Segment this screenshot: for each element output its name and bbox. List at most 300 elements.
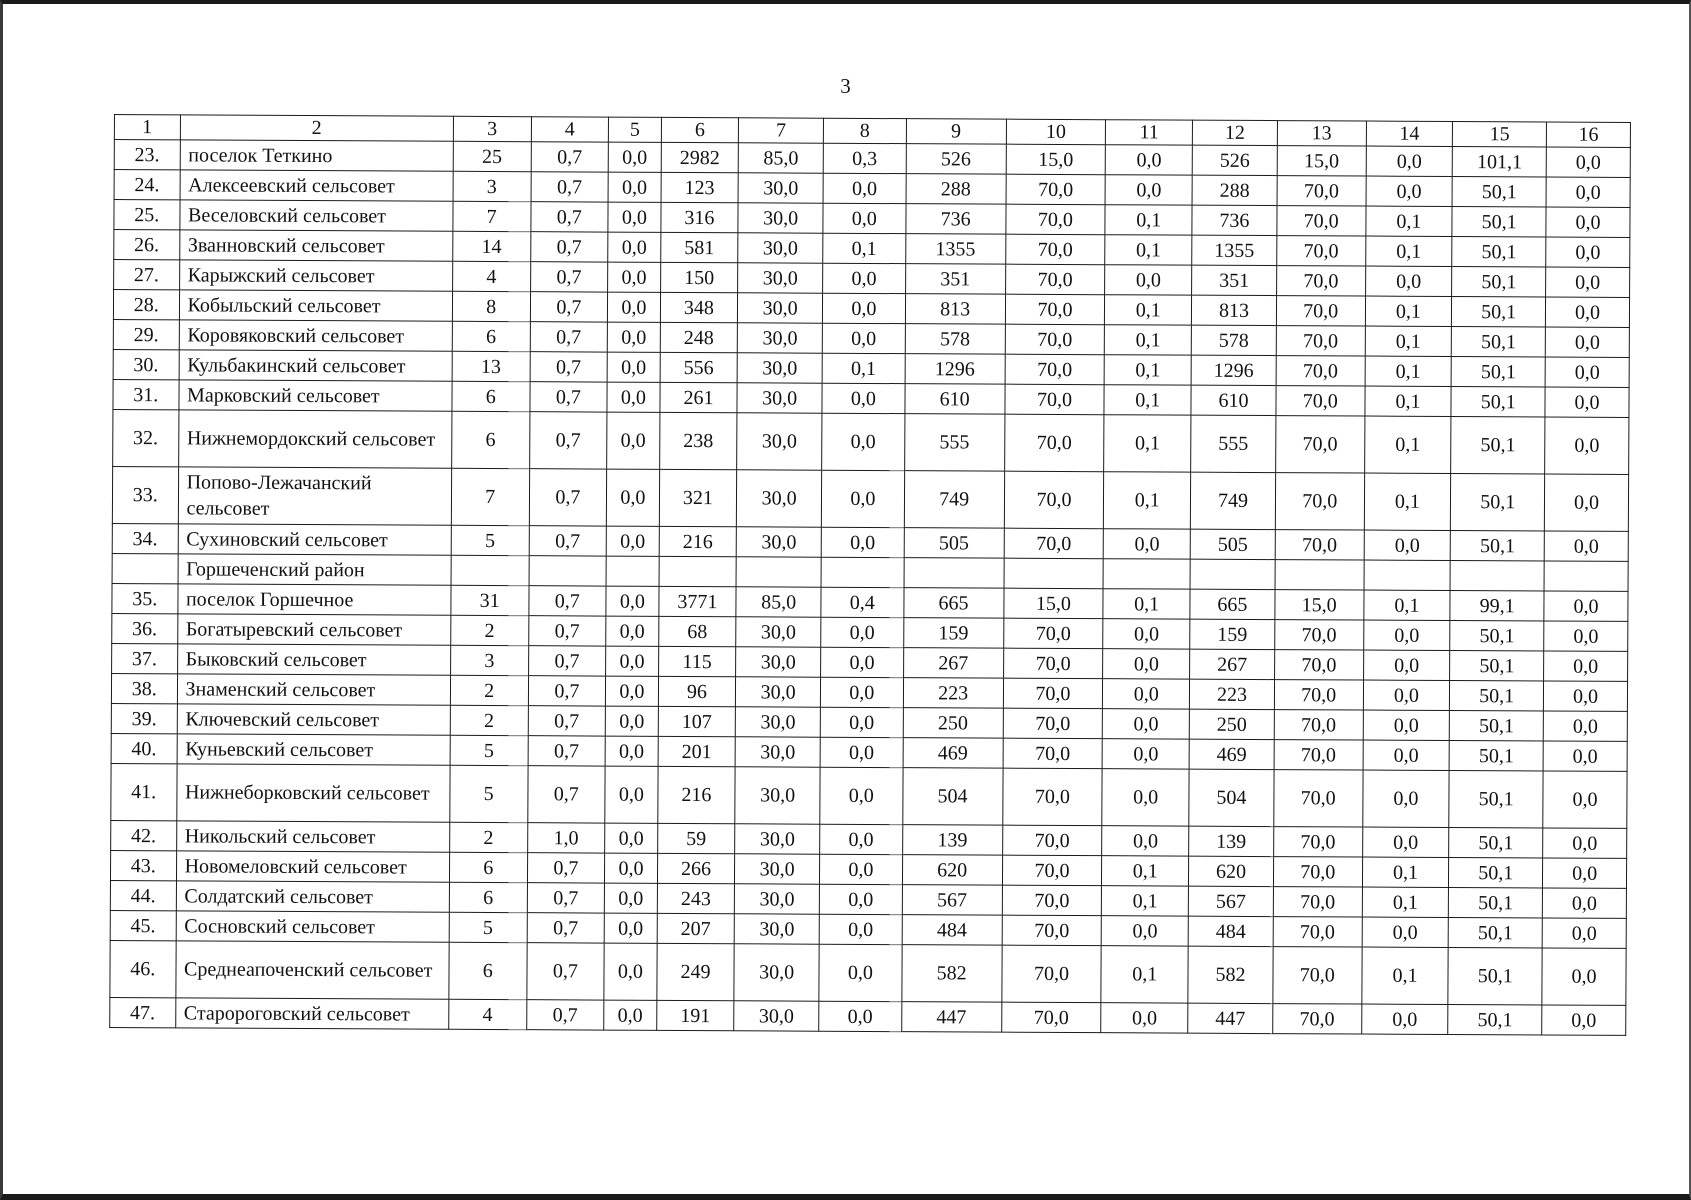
value-cell-col-15: 50,1 — [1452, 207, 1546, 237]
value-cell-col-15: 101,1 — [1453, 147, 1547, 177]
value-cell-col-8: 0,0 — [820, 677, 903, 707]
value-cell-col-14: 0,0 — [1363, 710, 1450, 740]
value-cell-col-11: 0,0 — [1101, 1003, 1188, 1033]
value-cell-col-4: 0,7 — [526, 1000, 604, 1030]
value-cell-col-13: 70,0 — [1275, 530, 1364, 560]
value-cell-col-9 — [904, 558, 1004, 589]
value-cell-col-10: 70,0 — [1006, 174, 1106, 205]
value-cell-col-5: 0,0 — [607, 352, 660, 382]
value-cell-col-11: 0,1 — [1104, 415, 1191, 472]
value-cell-col-12: 139 — [1189, 826, 1274, 856]
value-cell-col-13: 70,0 — [1276, 326, 1365, 356]
value-cell-col-14: 0,1 — [1364, 473, 1451, 530]
value-cell-col-6: 238 — [659, 412, 737, 469]
row-number-cell: 45. — [110, 910, 176, 940]
value-cell-col-3: 5 — [450, 765, 528, 822]
value-cell-col-11: 0,0 — [1102, 769, 1189, 826]
value-cell-col-16: 0,0 — [1545, 327, 1629, 357]
table-row — [110, 940, 1626, 1005]
row-number-cell: 25. — [114, 200, 180, 230]
value-cell-col-11: 0,1 — [1105, 325, 1192, 355]
value-cell-col-13: 15,0 — [1277, 146, 1366, 176]
value-cell-col-15: 50,1 — [1451, 474, 1545, 531]
value-cell-col-8 — [821, 557, 904, 587]
value-cell-col-5: 0,0 — [607, 412, 660, 469]
municipality-name-cell: Знаменский сельсовет — [177, 674, 450, 705]
value-cell-col-16: 0,0 — [1546, 267, 1630, 297]
value-cell-col-14 — [1364, 560, 1451, 590]
value-cell-col-6: 2982 — [661, 142, 739, 172]
value-cell-col-16: 0,0 — [1542, 918, 1626, 948]
value-cell-col-10: 15,0 — [1003, 588, 1103, 619]
value-cell-col-7: 85,0 — [736, 587, 821, 617]
value-cell-col-11: 0,0 — [1104, 529, 1191, 559]
header-cell: 9 — [906, 119, 1006, 145]
value-cell-col-4: 0,7 — [528, 736, 606, 766]
value-cell-col-4: 0,7 — [529, 412, 607, 469]
municipality-name-cell: Карыжский сельсовет — [179, 260, 452, 291]
value-cell-col-5: 0,0 — [607, 469, 660, 526]
municipality-name-cell: Сосновский сельсовет — [176, 911, 449, 942]
value-cell-col-5: 0,0 — [608, 262, 661, 292]
value-cell-col-3: 14 — [453, 231, 531, 261]
value-cell-col-4: 0,7 — [529, 382, 607, 412]
value-cell-col-16: 0,0 — [1542, 888, 1626, 918]
value-cell-col-12: 610 — [1191, 385, 1276, 415]
value-cell-col-3: 25 — [453, 141, 531, 171]
value-cell-col-15: 50,1 — [1452, 297, 1546, 327]
value-cell-col-16: 0,0 — [1544, 621, 1628, 651]
row-number-cell: 40. — [111, 733, 177, 763]
value-cell-col-15: 50,1 — [1448, 947, 1542, 1004]
value-cell-col-16: 0,0 — [1544, 591, 1628, 621]
value-cell-col-9: 447 — [901, 1002, 1001, 1033]
value-cell-col-3: 13 — [452, 351, 530, 381]
value-cell-col-13: 70,0 — [1276, 356, 1365, 386]
value-cell-col-4: 0,7 — [528, 706, 606, 736]
value-cell-col-7: 30,0 — [736, 527, 821, 557]
value-cell-col-8: 0,0 — [819, 884, 902, 914]
row-number-cell: 35. — [112, 583, 178, 613]
value-cell-col-11: 0,1 — [1102, 886, 1189, 916]
value-cell-col-13: 15,0 — [1275, 590, 1364, 620]
value-cell-col-8: 0,0 — [823, 173, 906, 203]
header-cell: 6 — [661, 117, 739, 142]
value-cell-col-15: 50,1 — [1452, 267, 1546, 297]
value-cell-col-11: 0,1 — [1104, 472, 1191, 529]
table-row — [111, 763, 1627, 828]
value-cell-col-4: 0,7 — [527, 913, 605, 943]
value-cell-col-3 — [451, 555, 529, 585]
value-cell-col-8: 0,0 — [822, 383, 905, 413]
value-cell-col-14: 0,1 — [1365, 296, 1452, 326]
value-cell-col-15: 50,1 — [1449, 771, 1543, 828]
value-cell-col-15: 50,1 — [1450, 681, 1544, 711]
value-cell-col-12: 736 — [1192, 205, 1277, 235]
value-cell-col-14: 0,0 — [1362, 917, 1449, 947]
value-cell-col-7: 85,0 — [738, 143, 823, 173]
value-cell-col-9: 267 — [903, 648, 1003, 679]
header-cell: 7 — [739, 118, 824, 143]
value-cell-col-7: 30,0 — [735, 884, 820, 914]
municipality-name-cell: Ключевский сельсовет — [177, 704, 450, 735]
value-cell-col-5: 0,0 — [604, 913, 657, 943]
value-cell-col-3: 3 — [453, 171, 531, 201]
value-cell-col-15: 50,1 — [1450, 651, 1544, 681]
value-cell-col-12: 469 — [1189, 739, 1274, 769]
value-cell-col-16 — [1544, 561, 1628, 591]
municipality-name-cell: Богатыревский сельсовет — [177, 614, 450, 645]
value-cell-col-14: 0,0 — [1365, 266, 1452, 296]
value-cell-col-4: 0,7 — [530, 322, 608, 352]
value-cell-col-15: 50,1 — [1450, 621, 1544, 651]
value-cell-col-8: 0,1 — [823, 233, 906, 263]
value-cell-col-9: 582 — [902, 945, 1002, 1003]
value-cell-col-11: 0,0 — [1105, 175, 1192, 205]
value-cell-col-7: 30,0 — [736, 677, 821, 707]
value-cell-col-8: 0,0 — [820, 824, 903, 854]
value-cell-col-10: 70,0 — [1001, 1002, 1101, 1033]
value-cell-col-7: 30,0 — [734, 944, 819, 1001]
value-cell-col-7 — [736, 557, 821, 587]
value-cell-col-7: 30,0 — [738, 173, 823, 203]
value-cell-col-12: 484 — [1188, 916, 1273, 946]
value-cell-col-12: 1355 — [1192, 235, 1277, 265]
value-cell-col-9: 159 — [903, 618, 1003, 649]
value-cell-col-6: 249 — [657, 943, 735, 1000]
value-cell-col-10 — [1004, 558, 1104, 589]
value-cell-col-7: 30,0 — [738, 293, 823, 323]
value-cell-col-13: 70,0 — [1273, 1004, 1362, 1034]
value-cell-col-11: 0,0 — [1105, 265, 1192, 295]
value-cell-col-14: 0,1 — [1365, 356, 1452, 386]
value-cell-col-6: 191 — [656, 1000, 734, 1030]
value-cell-col-6: 216 — [659, 526, 737, 556]
value-cell-col-7: 30,0 — [738, 263, 823, 293]
data-table — [109, 114, 1631, 1036]
value-cell-col-4: 0,7 — [530, 262, 608, 292]
value-cell-col-15: 50,1 — [1448, 917, 1542, 947]
municipality-name-cell: Попово-Лежачанский сельсовет — [178, 467, 452, 525]
value-cell-col-15: 50,1 — [1449, 858, 1543, 888]
row-number-cell: 31. — [113, 379, 179, 409]
table-row — [112, 466, 1628, 531]
row-number-cell: 37. — [112, 643, 178, 673]
value-cell-col-15: 50,1 — [1452, 177, 1546, 207]
value-cell-col-11: 0,1 — [1105, 205, 1192, 235]
value-cell-col-12: 250 — [1189, 709, 1274, 739]
value-cell-col-10: 70,0 — [1003, 678, 1103, 709]
value-cell-col-3: 6 — [449, 942, 527, 999]
value-cell-col-12: 223 — [1190, 679, 1275, 709]
value-cell-col-3: 7 — [451, 468, 529, 525]
value-cell-col-9: 139 — [902, 825, 1002, 856]
value-cell-col-11: 0,0 — [1102, 916, 1189, 946]
value-cell-col-5: 0,0 — [608, 232, 661, 262]
value-cell-col-7: 30,0 — [736, 617, 821, 647]
value-cell-col-16: 0,0 — [1543, 828, 1627, 858]
value-cell-col-8: 0,0 — [820, 767, 903, 824]
value-cell-col-16: 0,0 — [1543, 858, 1627, 888]
value-cell-col-14: 0,0 — [1361, 1004, 1448, 1034]
value-cell-col-9: 526 — [906, 144, 1006, 175]
value-cell-col-9: 555 — [904, 414, 1004, 472]
row-number-cell: 33. — [112, 466, 178, 523]
value-cell-col-3: 7 — [453, 201, 531, 231]
value-cell-col-6: 243 — [657, 883, 735, 913]
value-cell-col-13: 70,0 — [1274, 710, 1363, 740]
value-cell-col-14: 0,0 — [1366, 176, 1453, 206]
value-cell-col-7: 30,0 — [738, 203, 823, 233]
row-number-cell: 29. — [113, 319, 179, 349]
value-cell-col-3: 3 — [450, 645, 528, 675]
municipality-name-cell: поселок Горшечное — [177, 584, 450, 615]
value-cell-col-16: 0,0 — [1543, 771, 1627, 828]
value-cell-col-7: 30,0 — [736, 707, 821, 737]
value-cell-col-7: 30,0 — [737, 470, 822, 527]
value-cell-col-10: 70,0 — [1005, 204, 1105, 235]
value-cell-col-8: 0,0 — [819, 944, 902, 1001]
value-cell-col-8: 0,0 — [821, 470, 904, 527]
value-cell-col-8: 0,0 — [819, 854, 902, 884]
header-cell: 10 — [1006, 119, 1106, 145]
value-cell-col-15: 50,1 — [1451, 417, 1545, 474]
value-cell-col-9: 223 — [903, 678, 1003, 709]
value-cell-col-16: 0,0 — [1542, 1005, 1626, 1035]
value-cell-col-15: 50,1 — [1452, 237, 1546, 267]
value-cell-col-5: 0,0 — [608, 202, 661, 232]
value-cell-col-9: 469 — [903, 738, 1003, 769]
value-cell-col-14: 0,1 — [1365, 236, 1452, 266]
value-cell-col-6: 123 — [661, 172, 739, 202]
municipality-name-cell: Новомеловский сельсовет — [176, 851, 449, 882]
value-cell-col-16: 0,0 — [1542, 948, 1626, 1005]
value-cell-col-8: 0,0 — [819, 914, 902, 944]
value-cell-col-4: 0,7 — [530, 292, 608, 322]
municipality-name-cell: Марковский сельсовет — [178, 380, 451, 411]
value-cell-col-14: 0,1 — [1364, 416, 1451, 473]
value-cell-col-5: 0,0 — [605, 736, 658, 766]
value-cell-col-6: 216 — [657, 766, 735, 823]
value-cell-col-13: 70,0 — [1273, 887, 1362, 917]
value-cell-col-13: 70,0 — [1275, 473, 1364, 530]
value-cell-col-12: 159 — [1190, 619, 1275, 649]
value-cell-col-8: 0,0 — [822, 323, 905, 353]
value-cell-col-6: 150 — [660, 262, 738, 292]
row-number-cell: 42. — [111, 820, 177, 850]
value-cell-col-5: 0,0 — [604, 943, 657, 1000]
value-cell-col-15: 50,1 — [1452, 327, 1546, 357]
value-cell-col-15: 50,1 — [1451, 357, 1545, 387]
value-cell-col-8: 0,0 — [823, 203, 906, 233]
value-cell-col-6: 201 — [658, 736, 736, 766]
municipality-name-cell: Алексеевский сельсовет — [180, 170, 453, 201]
value-cell-col-13: 70,0 — [1274, 770, 1363, 827]
value-cell-col-9: 505 — [904, 528, 1004, 559]
municipality-name-cell: Сухиновский сельсовет — [178, 524, 451, 555]
row-number-cell: 24. — [114, 170, 180, 200]
value-cell-col-6: 96 — [658, 676, 736, 706]
value-cell-col-4: 0,7 — [530, 232, 608, 262]
value-cell-col-14: 0,0 — [1364, 530, 1451, 560]
value-cell-col-7: 30,0 — [735, 767, 820, 824]
value-cell-col-12: 665 — [1190, 589, 1275, 619]
value-cell-col-10: 70,0 — [1003, 618, 1103, 649]
value-cell-col-11: 0,1 — [1104, 385, 1191, 415]
value-cell-col-10: 70,0 — [1005, 324, 1105, 355]
value-cell-col-5: 0,0 — [606, 526, 659, 556]
value-cell-col-10: 70,0 — [1005, 234, 1105, 265]
value-cell-col-3: 6 — [452, 321, 530, 351]
value-cell-col-4: 1,0 — [527, 823, 605, 853]
municipality-name-cell: поселок Теткино — [180, 140, 453, 171]
value-cell-col-11: 0,0 — [1106, 145, 1193, 175]
value-cell-col-10: 70,0 — [1003, 708, 1103, 739]
value-cell-col-10: 70,0 — [1005, 294, 1105, 325]
value-cell-col-6: 266 — [657, 853, 735, 883]
value-cell-col-3: 6 — [452, 381, 530, 411]
value-cell-col-15: 50,1 — [1451, 387, 1545, 417]
value-cell-col-8: 0,0 — [820, 737, 903, 767]
value-cell-col-3: 2 — [450, 705, 528, 735]
value-cell-col-10: 70,0 — [1003, 648, 1103, 679]
value-cell-col-3: 4 — [449, 999, 527, 1029]
value-cell-col-6: 68 — [658, 616, 736, 646]
value-cell-col-13: 70,0 — [1277, 176, 1366, 206]
value-cell-col-4: 0,7 — [527, 883, 605, 913]
value-cell-col-15: 50,1 — [1449, 741, 1543, 771]
value-cell-col-10: 70,0 — [1002, 855, 1102, 886]
value-cell-col-14: 0,0 — [1363, 680, 1450, 710]
value-cell-col-11: 0,0 — [1102, 826, 1189, 856]
value-cell-col-9: 351 — [905, 264, 1005, 295]
municipality-name-cell: Среднеапоченский сельсовет — [175, 941, 449, 999]
value-cell-col-14: 0,0 — [1363, 740, 1450, 770]
value-cell-col-4: 0,7 — [530, 202, 608, 232]
value-cell-col-12: 447 — [1188, 1003, 1273, 1033]
header-cell: 13 — [1277, 121, 1366, 146]
value-cell-col-5: 0,0 — [604, 1000, 657, 1030]
value-cell-col-12: 1296 — [1191, 355, 1276, 385]
value-cell-col-11: 0,1 — [1101, 946, 1188, 1003]
municipality-name-cell: Куньевский сельсовет — [177, 734, 450, 765]
value-cell-col-8: 0,4 — [821, 587, 904, 617]
value-cell-col-13: 70,0 — [1274, 650, 1363, 680]
header-cell: 15 — [1453, 122, 1547, 147]
value-cell-col-6: 261 — [660, 382, 738, 412]
row-number-cell: 46. — [110, 940, 176, 997]
value-cell-col-12: 505 — [1190, 529, 1275, 559]
value-cell-col-4: 0,7 — [531, 172, 609, 202]
value-cell-col-9: 665 — [904, 588, 1004, 619]
value-cell-col-8: 0,3 — [823, 143, 906, 173]
value-cell-col-4: 0,7 — [527, 853, 605, 883]
municipality-name-cell: Старороговский сельсовет — [175, 998, 448, 1029]
row-number-cell: 26. — [114, 230, 180, 260]
value-cell-col-4: 0,7 — [530, 352, 608, 382]
value-cell-col-10: 70,0 — [1002, 768, 1102, 826]
value-cell-col-11: 0,1 — [1105, 355, 1192, 385]
value-cell-col-9: 567 — [902, 885, 1002, 916]
row-number-cell: 34. — [112, 523, 178, 553]
table-row — [113, 409, 1629, 474]
value-cell-col-11: 0,0 — [1103, 649, 1190, 679]
value-cell-col-15: 50,1 — [1449, 887, 1543, 917]
value-cell-col-10: 70,0 — [1002, 825, 1102, 856]
value-cell-col-8: 0,1 — [822, 353, 905, 383]
value-cell-col-12: 504 — [1189, 769, 1274, 826]
value-cell-col-14: 0,1 — [1365, 326, 1452, 356]
value-cell-col-9: 250 — [903, 708, 1003, 739]
value-cell-col-9: 1296 — [905, 354, 1005, 385]
value-cell-col-4: 0,7 — [528, 586, 606, 616]
value-cell-col-13: 70,0 — [1276, 296, 1365, 326]
header-cell: 11 — [1106, 120, 1193, 145]
value-cell-col-16: 0,0 — [1546, 237, 1630, 267]
value-cell-col-10: 70,0 — [1004, 471, 1104, 529]
value-cell-col-3: 2 — [450, 822, 528, 852]
row-number-cell: 27. — [114, 260, 180, 290]
value-cell-col-9: 288 — [906, 174, 1006, 205]
value-cell-col-3: 5 — [449, 912, 527, 942]
value-cell-col-7: 30,0 — [735, 854, 820, 884]
value-cell-col-5: 0,0 — [608, 142, 661, 172]
value-cell-col-9: 620 — [902, 855, 1002, 886]
value-cell-col-16: 0,0 — [1546, 297, 1630, 327]
value-cell-col-5 — [606, 556, 659, 586]
value-cell-col-5: 0,0 — [606, 676, 659, 706]
header-cell: 16 — [1546, 122, 1630, 147]
value-cell-col-10: 70,0 — [1003, 738, 1103, 769]
value-cell-col-9: 749 — [904, 471, 1004, 529]
value-cell-col-12 — [1190, 559, 1275, 589]
row-number-cell — [112, 553, 178, 583]
value-cell-col-14: 0,1 — [1362, 857, 1449, 887]
value-cell-col-15: 50,1 — [1451, 531, 1545, 561]
value-cell-col-12: 578 — [1191, 325, 1276, 355]
value-cell-col-11: 0,1 — [1105, 235, 1192, 265]
value-cell-col-14: 0,1 — [1363, 590, 1450, 620]
value-cell-col-3: 6 — [449, 882, 527, 912]
value-cell-col-12: 582 — [1188, 946, 1273, 1003]
value-cell-col-12: 267 — [1190, 649, 1275, 679]
value-cell-col-7: 30,0 — [734, 1001, 819, 1031]
row-number-cell: 39. — [111, 703, 177, 733]
header-cell: 4 — [531, 117, 609, 142]
header-cell: 8 — [823, 118, 906, 143]
value-cell-col-3: 5 — [451, 525, 529, 555]
header-cell: 12 — [1192, 120, 1277, 145]
municipality-name-cell: Кобыльский сельсовет — [179, 290, 452, 321]
row-number-cell: 28. — [113, 290, 179, 320]
value-cell-col-12: 526 — [1192, 145, 1277, 175]
value-cell-col-4: 0,7 — [526, 943, 604, 1000]
value-cell-col-9: 1355 — [905, 234, 1005, 265]
value-cell-col-8: 0,0 — [819, 1001, 902, 1031]
value-cell-col-10: 70,0 — [1005, 354, 1105, 385]
row-number-cell: 41. — [111, 763, 177, 820]
value-cell-col-11 — [1103, 559, 1190, 589]
value-cell-col-7: 30,0 — [738, 233, 823, 263]
municipality-name-cell: Быковский сельсовет — [177, 644, 450, 675]
value-cell-col-7: 30,0 — [738, 323, 823, 353]
value-cell-col-6: 248 — [660, 322, 738, 352]
value-cell-col-15: 50,1 — [1448, 1004, 1542, 1034]
value-cell-col-11: 0,0 — [1103, 709, 1190, 739]
value-cell-col-4 — [529, 556, 607, 586]
value-cell-col-14: 0,0 — [1363, 650, 1450, 680]
value-cell-col-13: 70,0 — [1275, 416, 1364, 473]
